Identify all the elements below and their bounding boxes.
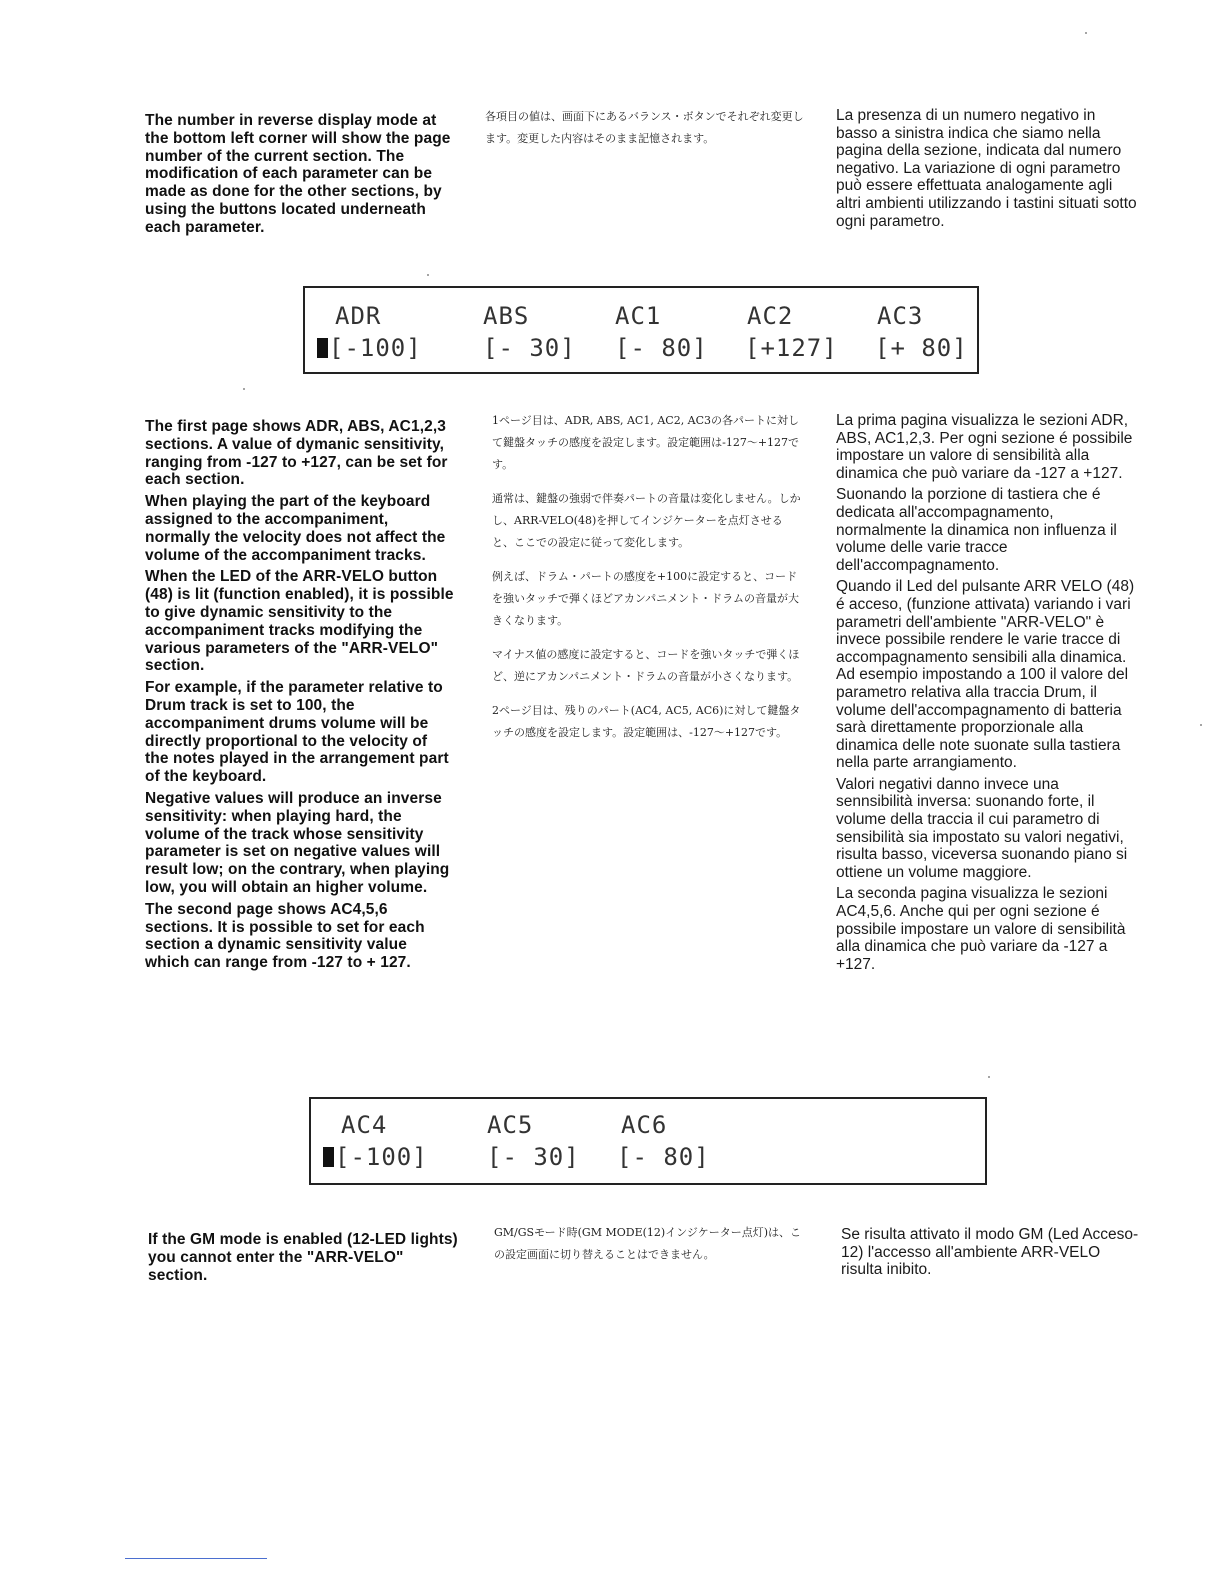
- section1-english: [145, 112, 455, 241]
- paragraph: 2ページ目は、残りのパート(AC4, AC5, AC6)に対して鍵盤タッチの感度を設定します。設定範囲は、-127〜+127です。: [492, 704, 801, 739]
- lcd-label-abs: ABS: [483, 302, 530, 330]
- paragraph: La seconda pagina visualizza le sezioni AC4,5,6. Anche qui per ogni sezione é possibile impostare un valore di sensibilità alla dinamica che può variare da -127 a +127.: [836, 885, 1126, 973]
- lcd-value-ac6: [- 80]: [617, 1143, 710, 1171]
- paragraph: La presenza di un numero negativo in basso a sinistra indica che siamo nella pagina della sezione, indicata dal numero negativo. La variazione di ogni parametro può essere effettuata analogamente agli altri ambienti utilizzando i tastini situati sotto ogni parametro.: [836, 107, 1137, 230]
- paragraph: Se risulta attivato il modo GM (Led Acceso-12) l'accesso all'ambiente ARR-VELO risulta inibito.: [841, 1226, 1139, 1279]
- lcd-value-ac5: [- 30]: [487, 1143, 580, 1171]
- lcd-label-adr: ADR: [335, 302, 382, 330]
- section2-japanese: [492, 410, 804, 756]
- section3-italian: [841, 1226, 1141, 1283]
- paragraph: The first page shows ADR, ABS, AC1,2,3 sections. A value of dymanic sensitivity, ranging from -127 to +127, can be set for each section.: [145, 418, 448, 489]
- scan-speck: [1200, 724, 1202, 726]
- lcd-label-ac1: AC1: [615, 302, 662, 330]
- section3-japanese: [494, 1222, 806, 1278]
- lcd-label-ac2: AC2: [747, 302, 794, 330]
- scan-speck: [243, 388, 245, 390]
- footer-rule: [125, 1558, 267, 1559]
- paragraph: When the LED of the ARR-VELO button (48) is lit (function enabled), it is possible to give dynamic sensitivity to the accompaniment tracks modifying the various parameters of the "ARR-VELO" section.: [145, 568, 454, 675]
- lcd-value-ac3: [+ 80]: [875, 334, 968, 362]
- paragraph: The number in reverse display mode at the bottom left corner will show the page number of the current section. The modification of each parameter can be made as done for the other sections, by using the buttons located underneath each parameter.: [145, 112, 451, 236]
- paragraph: For example, if the parameter relative to Drum track is set to 100, the accompaniment drums volume will be directly proportional to the velocity of the notes played in the arrangement part of the keyboard.: [145, 679, 449, 786]
- section1-italian: [836, 107, 1138, 234]
- paragraph: If the GM mode is enabled (12-LED lights) you cannot enter the "ARR-VELO" section.: [148, 1231, 458, 1284]
- page-cursor-block: [323, 1147, 334, 1167]
- lcd-value-ac1: [- 80]: [615, 334, 708, 362]
- lcd-value-abs: [- 30]: [483, 334, 576, 362]
- paragraph: Valori negativi danno invece una sennsibilità inversa: suonando forte, il volume della traccia il cui parametro di sensibilità sia impostato su valori negativi, risulta basso, viceversa suonando piano si ottiene un volume maggiore.: [836, 775, 1128, 881]
- lcd-value-ac4: [-100]: [335, 1143, 428, 1171]
- scan-speck: [988, 1076, 990, 1078]
- paragraph: 通常は、鍵盤の強弱で伴奏パートの音量は変化しません。しかし、ARR-VELO(48)を押してインジケーターを点灯させると、ここでの設定に従って変化します。: [492, 492, 801, 549]
- paragraph: The second page shows AC4,5,6 sections. It is possible to set for each section a dynamic sensitivity value which can range from -127 to + 127.: [145, 900, 425, 972]
- section3-english: [148, 1231, 460, 1288]
- lcd-display-page2: [309, 1097, 987, 1185]
- lcd-value-ac2: [+127]: [745, 334, 838, 362]
- section2-english: [145, 418, 455, 976]
- paragraph: Quando il Led del pulsante ARR VELO (48) é acceso, (funzione attivata) variando i vari parametri dell'ambiente "ARR-VELO" è invece possibile rendere le varie tracce di accompagnamento sensibili alla dinamica. Ad esempio impostando a 100 il valore del parametro relativa alla traccia Drum, il volume dell'accompagnamento di batteria sarà direttamente proporzionale alla dinamica delle note suonate sulla tastiera nella parte arrangiamento.: [836, 578, 1135, 772]
- lcd-label-ac6: AC6: [621, 1111, 668, 1139]
- lcd-label-ac4: AC4: [341, 1111, 388, 1139]
- lcd-label-ac5: AC5: [487, 1111, 534, 1139]
- paragraph: GM/GSモード時(GM MODE(12)インジケーター点灯)は、この設定画面に切り替えることはできません。: [494, 1226, 801, 1261]
- paragraph: マイナス値の感度に設定すると、コードを強いタッチで弾くほど、逆にアカンパニメント・ドラムの音量が小さくなります。: [492, 648, 800, 683]
- paragraph: La prima pagina visualizza le sezioni ADR, ABS, AC1,2,3. Per ogni sezione é possibile impostare un valore di sensibilità alla dinamica che può variare da -127 a +127.: [836, 412, 1133, 482]
- scan-speck: [1085, 32, 1087, 34]
- scan-speck: [427, 274, 429, 276]
- section1-japanese: [485, 106, 805, 162]
- lcd-value-adr: [-100]: [329, 334, 422, 362]
- paragraph: 例えば、ドラム・パートの感度を+100に設定すると、コードを強いタッチで弾くほどアカンパニメント・ドラムの音量が大きくなります。: [492, 570, 800, 627]
- section2-italian: [836, 412, 1138, 977]
- lcd-display-page1: [303, 286, 979, 374]
- paragraph: 各項目の値は、画面下にあるバランス・ボタンでそれぞれ変更します。変更した内容はそのまま記憶されます。: [485, 110, 804, 145]
- page-cursor-block: [317, 338, 328, 358]
- paragraph: Suonando la porzione di tastiera che é dedicata all'accompagnamento, normalmente la dinamica non influenza il volume delle varie tracce dell'accompagnamento.: [836, 486, 1117, 574]
- paragraph: Negative values will produce an inverse sensitivity: when playing hard, the volume of the track whose sensitivity parameter is set on negative values will result low; on the contrary, when playing low, you will obtain an higher volume.: [145, 789, 450, 896]
- lcd-label-ac3: AC3: [877, 302, 924, 330]
- paragraph: 1ページ目は、ADR, ABS, AC1, AC2, AC3の各パートに対して鍵盤タッチの感度を設定します。設定範囲は-127〜+127です。: [492, 414, 800, 471]
- paragraph: When playing the part of the keyboard assigned to the accompaniment, normally the velocity does not affect the volume of the accompaniment tracks.: [145, 493, 446, 564]
